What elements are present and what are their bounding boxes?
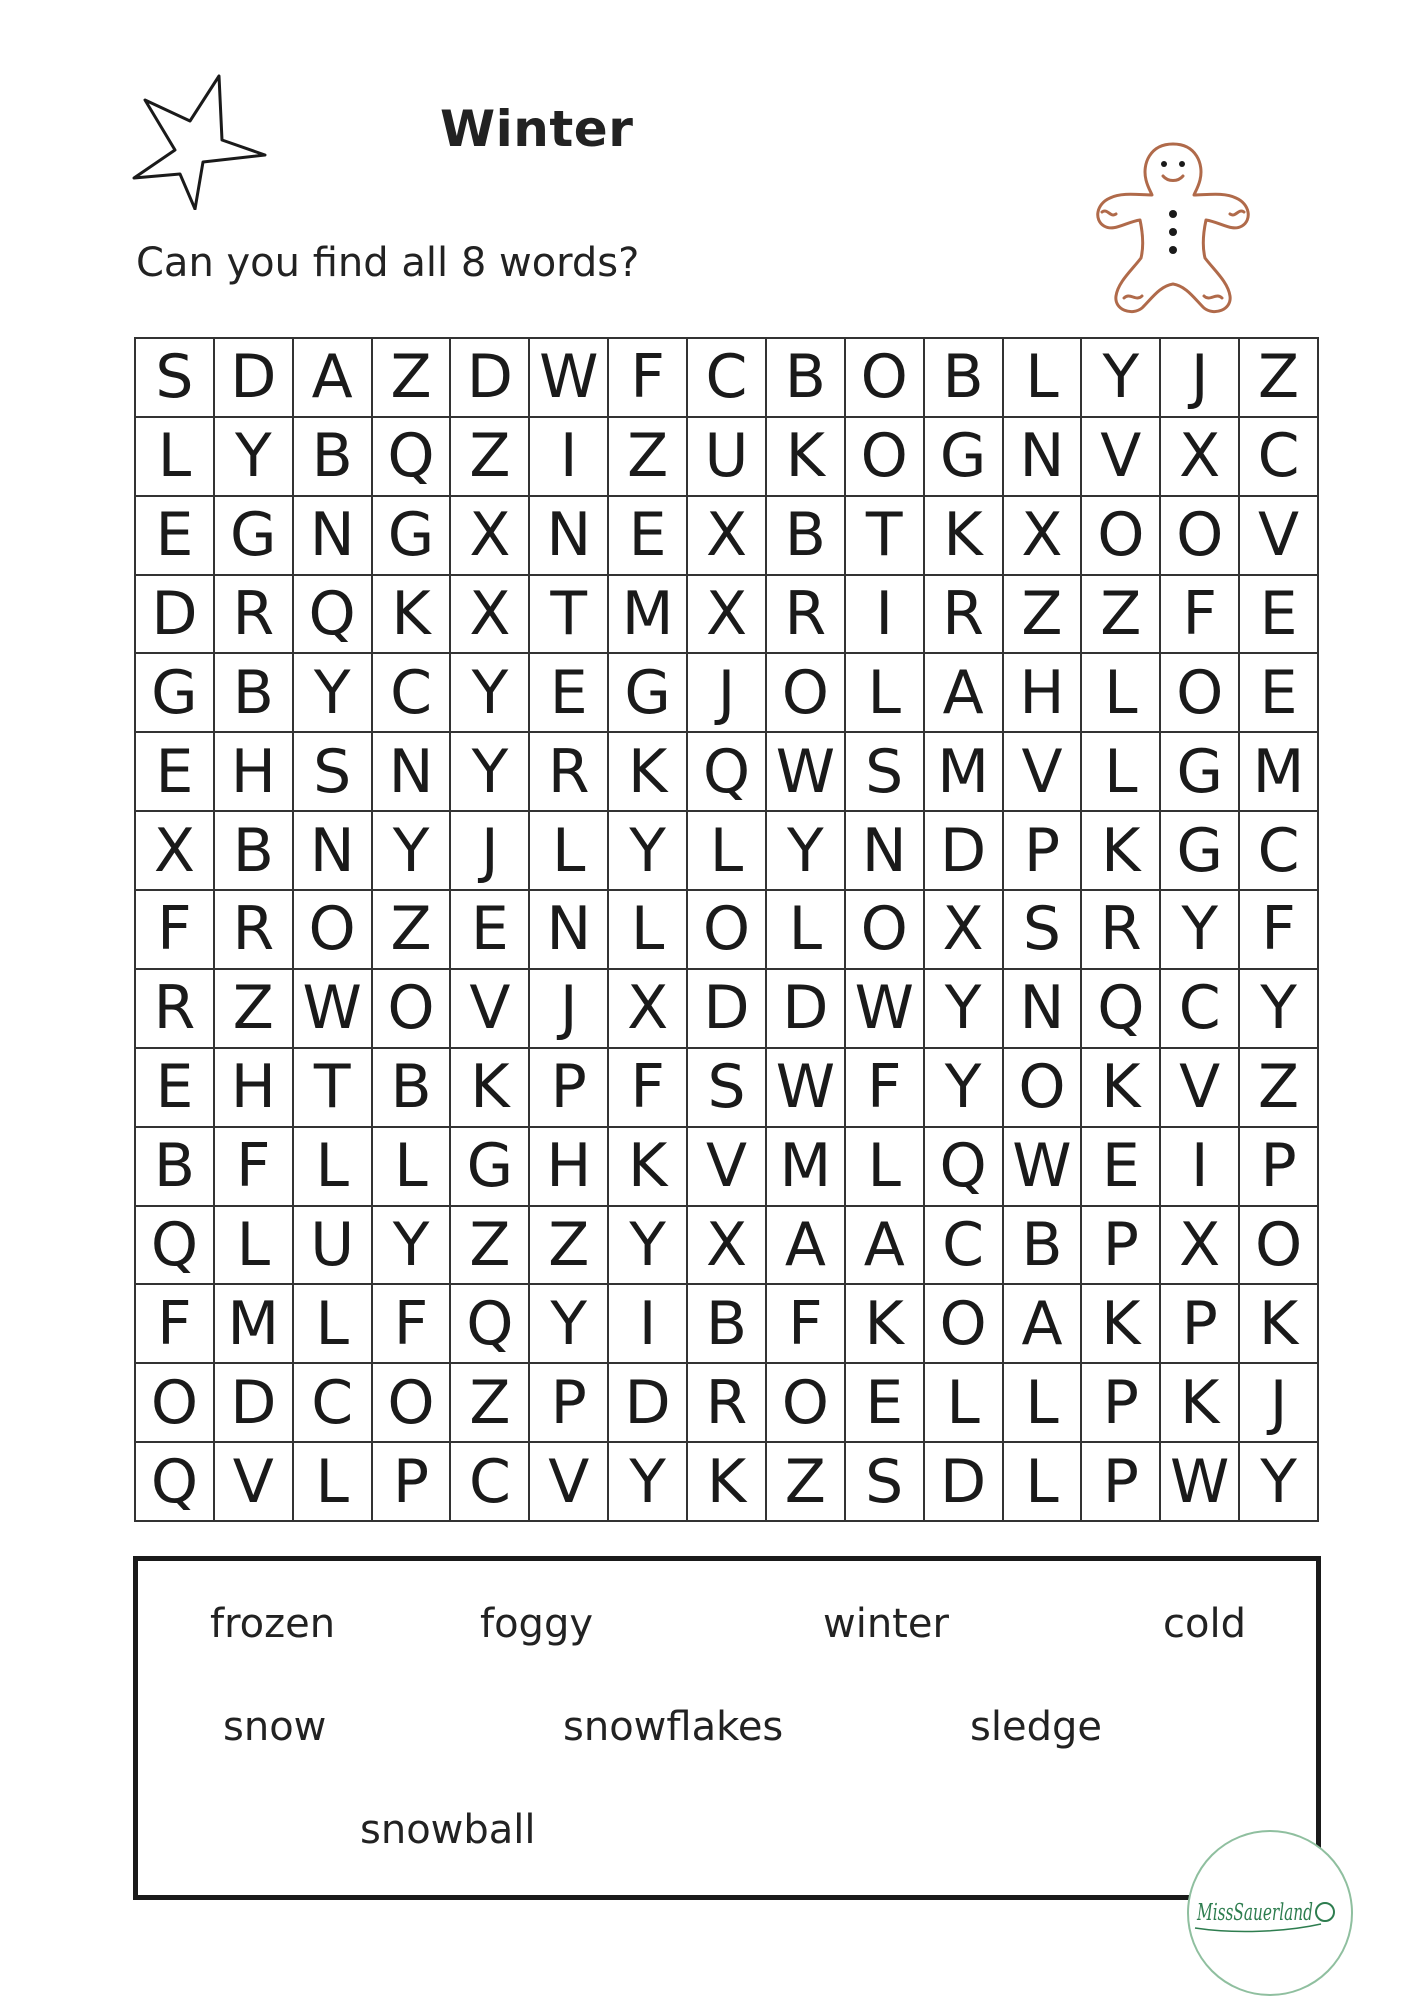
grid-cell: P — [1240, 1128, 1319, 1207]
grid-cell: U — [688, 418, 767, 497]
grid-cell: O — [373, 1364, 452, 1443]
grid-cell: N — [294, 812, 373, 891]
grid-cell: Z — [767, 1443, 846, 1522]
grid-cell: K — [1161, 1364, 1240, 1443]
grid-cell: L — [1082, 654, 1161, 733]
grid-cell: L — [1004, 339, 1083, 418]
grid-cell: B — [215, 812, 294, 891]
grid-cell: M — [609, 576, 688, 655]
grid-cell: E — [1240, 576, 1319, 655]
grid-cell: O — [846, 339, 925, 418]
grid-cell: K — [609, 1128, 688, 1207]
grid-cell: D — [767, 970, 846, 1049]
grid-cell: J — [451, 812, 530, 891]
grid-cell: W — [294, 970, 373, 1049]
grid-cell: E — [1240, 654, 1319, 733]
grid-cell: X — [451, 576, 530, 655]
grid-cell: B — [373, 1049, 452, 1128]
grid-cell: Y — [1161, 891, 1240, 970]
grid-cell: O — [1082, 497, 1161, 576]
grid-cell: X — [451, 497, 530, 576]
word-item: foggy — [480, 1601, 594, 1647]
grid-cell: O — [1240, 1207, 1319, 1286]
grid-cell: P — [530, 1364, 609, 1443]
grid-cell: Z — [451, 1207, 530, 1286]
grid-cell: F — [136, 1285, 215, 1364]
grid-cell: L — [1004, 1364, 1083, 1443]
grid-cell: G — [1161, 812, 1240, 891]
grid-cell: P — [530, 1049, 609, 1128]
grid-cell: L — [925, 1364, 1004, 1443]
grid-cell: K — [1082, 812, 1161, 891]
grid-cell: X — [1004, 497, 1083, 576]
grid-cell: F — [215, 1128, 294, 1207]
grid-cell: R — [136, 970, 215, 1049]
grid-cell: M — [767, 1128, 846, 1207]
grid-cell: D — [136, 576, 215, 655]
grid-cell: X — [1161, 418, 1240, 497]
word-item: snowflakes — [563, 1704, 784, 1750]
word-item: cold — [1163, 1601, 1246, 1647]
grid-cell: T — [294, 1049, 373, 1128]
grid-cell: S — [294, 733, 373, 812]
grid-cell: P — [1082, 1207, 1161, 1286]
grid-cell: Q — [1082, 970, 1161, 1049]
grid-cell: J — [1240, 1364, 1319, 1443]
grid-cell: Y — [609, 812, 688, 891]
grid-cell: C — [1240, 418, 1319, 497]
grid-cell: O — [136, 1364, 215, 1443]
instructions: Can you find all 8 words? — [136, 240, 640, 286]
grid-cell: L — [530, 812, 609, 891]
grid-cell: Y — [609, 1207, 688, 1286]
grid-cell: E — [609, 497, 688, 576]
grid-cell: C — [451, 1443, 530, 1522]
grid-cell: Y — [1082, 339, 1161, 418]
grid-cell: K — [373, 576, 452, 655]
word-item: snowball — [360, 1807, 536, 1853]
word-search-grid — [134, 337, 1319, 1522]
grid-cell: L — [688, 812, 767, 891]
grid-cell: S — [1004, 891, 1083, 970]
grid-cell: F — [136, 891, 215, 970]
grid-cell: Y — [1240, 1443, 1319, 1522]
grid-cell: M — [215, 1285, 294, 1364]
grid-cell: Y — [925, 1049, 1004, 1128]
grid-cell: Q — [451, 1285, 530, 1364]
grid-cell: O — [767, 654, 846, 733]
grid-cell: A — [925, 654, 1004, 733]
grid-cell: F — [846, 1049, 925, 1128]
grid-cell: O — [767, 1364, 846, 1443]
grid-cell: Z — [530, 1207, 609, 1286]
grid-cell: Y — [451, 733, 530, 812]
grid-cell: F — [1240, 891, 1319, 970]
grid-cell: F — [373, 1285, 452, 1364]
grid-cell: G — [925, 418, 1004, 497]
grid-cell: E — [530, 654, 609, 733]
grid-cell: C — [294, 1364, 373, 1443]
grid-cell: D — [215, 339, 294, 418]
grid-cell: G — [1161, 733, 1240, 812]
grid-cell: F — [1161, 576, 1240, 655]
grid-cell: C — [1161, 970, 1240, 1049]
grid-cell: V — [1240, 497, 1319, 576]
grid-cell: L — [215, 1207, 294, 1286]
grid-cell: W — [530, 339, 609, 418]
grid-cell: M — [925, 733, 1004, 812]
grid-cell: B — [925, 339, 1004, 418]
page-title: Winter — [440, 100, 634, 158]
grid-cell: V — [451, 970, 530, 1049]
grid-cell: D — [451, 339, 530, 418]
grid-cell: S — [846, 1443, 925, 1522]
grid-cell: V — [688, 1128, 767, 1207]
grid-cell: X — [925, 891, 1004, 970]
grid-cell: B — [688, 1285, 767, 1364]
grid-cell: O — [1004, 1049, 1083, 1128]
grid-cell: Z — [1004, 576, 1083, 655]
grid-cell: Z — [373, 339, 452, 418]
grid-cell: Y — [215, 418, 294, 497]
grid-cell: E — [1082, 1128, 1161, 1207]
grid-cell: H — [530, 1128, 609, 1207]
grid-cell: P — [1161, 1285, 1240, 1364]
grid-cell: X — [136, 812, 215, 891]
grid-cell: N — [530, 497, 609, 576]
grid-cell: X — [688, 497, 767, 576]
grid-cell: V — [530, 1443, 609, 1522]
grid-cell: E — [136, 733, 215, 812]
grid-cell: B — [294, 418, 373, 497]
grid-cell: A — [846, 1207, 925, 1286]
grid-cell: S — [688, 1049, 767, 1128]
gingerbread-man-icon — [1088, 140, 1258, 318]
grid-cell: T — [530, 576, 609, 655]
grid-cell: Z — [1240, 339, 1319, 418]
grid-cell: Y — [609, 1443, 688, 1522]
grid-cell: R — [925, 576, 1004, 655]
grid-cell: N — [530, 891, 609, 970]
grid-cell: M — [1240, 733, 1319, 812]
grid-cell: C — [1240, 812, 1319, 891]
grid-cell: T — [846, 497, 925, 576]
grid-cell: R — [215, 576, 294, 655]
grid-cell: J — [1161, 339, 1240, 418]
grid-cell: H — [215, 1049, 294, 1128]
grid-cell: C — [688, 339, 767, 418]
grid-cell: E — [451, 891, 530, 970]
grid-cell: K — [1240, 1285, 1319, 1364]
grid-cell: Z — [373, 891, 452, 970]
grid-cell: K — [609, 733, 688, 812]
grid-cell: L — [767, 891, 846, 970]
grid-cell: K — [846, 1285, 925, 1364]
grid-cell: L — [294, 1285, 373, 1364]
grid-cell: F — [767, 1285, 846, 1364]
grid-cell: G — [215, 497, 294, 576]
grid-cell: D — [215, 1364, 294, 1443]
grid-cell: Q — [136, 1443, 215, 1522]
grid-cell: X — [1161, 1207, 1240, 1286]
grid-cell: X — [688, 1207, 767, 1286]
grid-cell: B — [767, 497, 846, 576]
grid-cell: L — [609, 891, 688, 970]
grid-cell: P — [373, 1443, 452, 1522]
grid-cell: E — [136, 497, 215, 576]
miss-sauerland-logo — [1185, 1828, 1355, 1998]
word-item: snow — [223, 1704, 327, 1750]
svg-text:MissSauerland: MissSauerland — [1196, 1900, 1313, 1926]
grid-cell: A — [767, 1207, 846, 1286]
grid-cell: O — [688, 891, 767, 970]
grid-cell: C — [373, 654, 452, 733]
grid-cell: L — [846, 654, 925, 733]
grid-cell: B — [1004, 1207, 1083, 1286]
grid-cell: N — [294, 497, 373, 576]
grid-cell: Z — [1082, 576, 1161, 655]
grid-cell: L — [294, 1443, 373, 1522]
grid-cell: L — [373, 1128, 452, 1207]
grid-cell: X — [609, 970, 688, 1049]
grid-cell: O — [1161, 654, 1240, 733]
grid-cell: R — [1082, 891, 1161, 970]
grid-cell: Y — [767, 812, 846, 891]
grid-cell: L — [846, 1128, 925, 1207]
grid-cell: N — [373, 733, 452, 812]
grid-cell: Q — [688, 733, 767, 812]
grid-cell: H — [215, 733, 294, 812]
grid-cell: W — [1004, 1128, 1083, 1207]
grid-cell: W — [1161, 1443, 1240, 1522]
grid-cell: E — [846, 1364, 925, 1443]
grid-cell: Y — [373, 1207, 452, 1286]
word-list-box — [133, 1556, 1321, 1900]
grid-cell: B — [136, 1128, 215, 1207]
grid-cell: H — [1004, 654, 1083, 733]
grid-cell: G — [136, 654, 215, 733]
grid-cell: O — [294, 891, 373, 970]
grid-cell: G — [609, 654, 688, 733]
grid-cell: D — [609, 1364, 688, 1443]
grid-cell: V — [215, 1443, 294, 1522]
grid-cell: Q — [294, 576, 373, 655]
grid-cell: L — [136, 418, 215, 497]
grid-cell: X — [688, 576, 767, 655]
grid-cell: Z — [451, 418, 530, 497]
grid-cell: D — [925, 812, 1004, 891]
grid-cell: P — [1004, 812, 1083, 891]
grid-cell: B — [767, 339, 846, 418]
grid-cell: G — [451, 1128, 530, 1207]
grid-cell: R — [688, 1364, 767, 1443]
grid-cell: Y — [451, 654, 530, 733]
grid-cell: N — [846, 812, 925, 891]
grid-cell: Z — [609, 418, 688, 497]
word-item: sledge — [970, 1704, 1102, 1750]
grid-cell: F — [609, 1049, 688, 1128]
grid-cell: Y — [294, 654, 373, 733]
grid-cell: A — [1004, 1285, 1083, 1364]
grid-cell: R — [215, 891, 294, 970]
grid-cell: D — [688, 970, 767, 1049]
grid-cell: N — [1004, 418, 1083, 497]
grid-cell: Z — [215, 970, 294, 1049]
grid-cell: Y — [530, 1285, 609, 1364]
grid-cell: U — [294, 1207, 373, 1286]
word-item: winter — [823, 1601, 949, 1647]
grid-cell: I — [530, 418, 609, 497]
grid-cell: Q — [373, 418, 452, 497]
grid-cell: V — [1082, 418, 1161, 497]
grid-cell: P — [1082, 1443, 1161, 1522]
grid-cell: L — [1004, 1443, 1083, 1522]
grid-cell: I — [609, 1285, 688, 1364]
grid-cell: I — [846, 576, 925, 655]
star-icon — [128, 70, 268, 210]
grid-cell: N — [1004, 970, 1083, 1049]
word-item: frozen — [210, 1601, 336, 1647]
grid-cell: W — [846, 970, 925, 1049]
grid-cell: Y — [373, 812, 452, 891]
grid-cell: Y — [1240, 970, 1319, 1049]
grid-cell: K — [1082, 1049, 1161, 1128]
grid-cell: Q — [925, 1128, 1004, 1207]
grid-cell: I — [1161, 1128, 1240, 1207]
grid-cell: O — [1161, 497, 1240, 576]
grid-cell: K — [451, 1049, 530, 1128]
grid-cell: J — [530, 970, 609, 1049]
grid-cell: A — [294, 339, 373, 418]
grid-cell: B — [215, 654, 294, 733]
grid-cell: J — [688, 654, 767, 733]
grid-cell: V — [1004, 733, 1083, 812]
grid-cell: Z — [451, 1364, 530, 1443]
grid-cell: E — [136, 1049, 215, 1128]
grid-cell: O — [373, 970, 452, 1049]
grid-cell: K — [925, 497, 1004, 576]
grid-cell: L — [1082, 733, 1161, 812]
grid-cell: G — [373, 497, 452, 576]
grid-cell: W — [767, 733, 846, 812]
grid-cell: W — [767, 1049, 846, 1128]
grid-cell: S — [136, 339, 215, 418]
grid-cell: Y — [925, 970, 1004, 1049]
grid-cell: C — [925, 1207, 1004, 1286]
grid-cell: R — [767, 576, 846, 655]
grid-cell: O — [846, 418, 925, 497]
grid-cell: S — [846, 733, 925, 812]
grid-cell: L — [294, 1128, 373, 1207]
grid-cell: V — [1161, 1049, 1240, 1128]
grid-cell: K — [688, 1443, 767, 1522]
grid-cell: R — [530, 733, 609, 812]
grid-cell: Q — [136, 1207, 215, 1286]
grid-cell: K — [1082, 1285, 1161, 1364]
grid-cell: O — [846, 891, 925, 970]
grid-cell: D — [925, 1443, 1004, 1522]
grid-cell: O — [925, 1285, 1004, 1364]
grid-cell: F — [609, 339, 688, 418]
grid-cell: Z — [1240, 1049, 1319, 1128]
grid-cell: P — [1082, 1364, 1161, 1443]
grid-cell: K — [767, 418, 846, 497]
